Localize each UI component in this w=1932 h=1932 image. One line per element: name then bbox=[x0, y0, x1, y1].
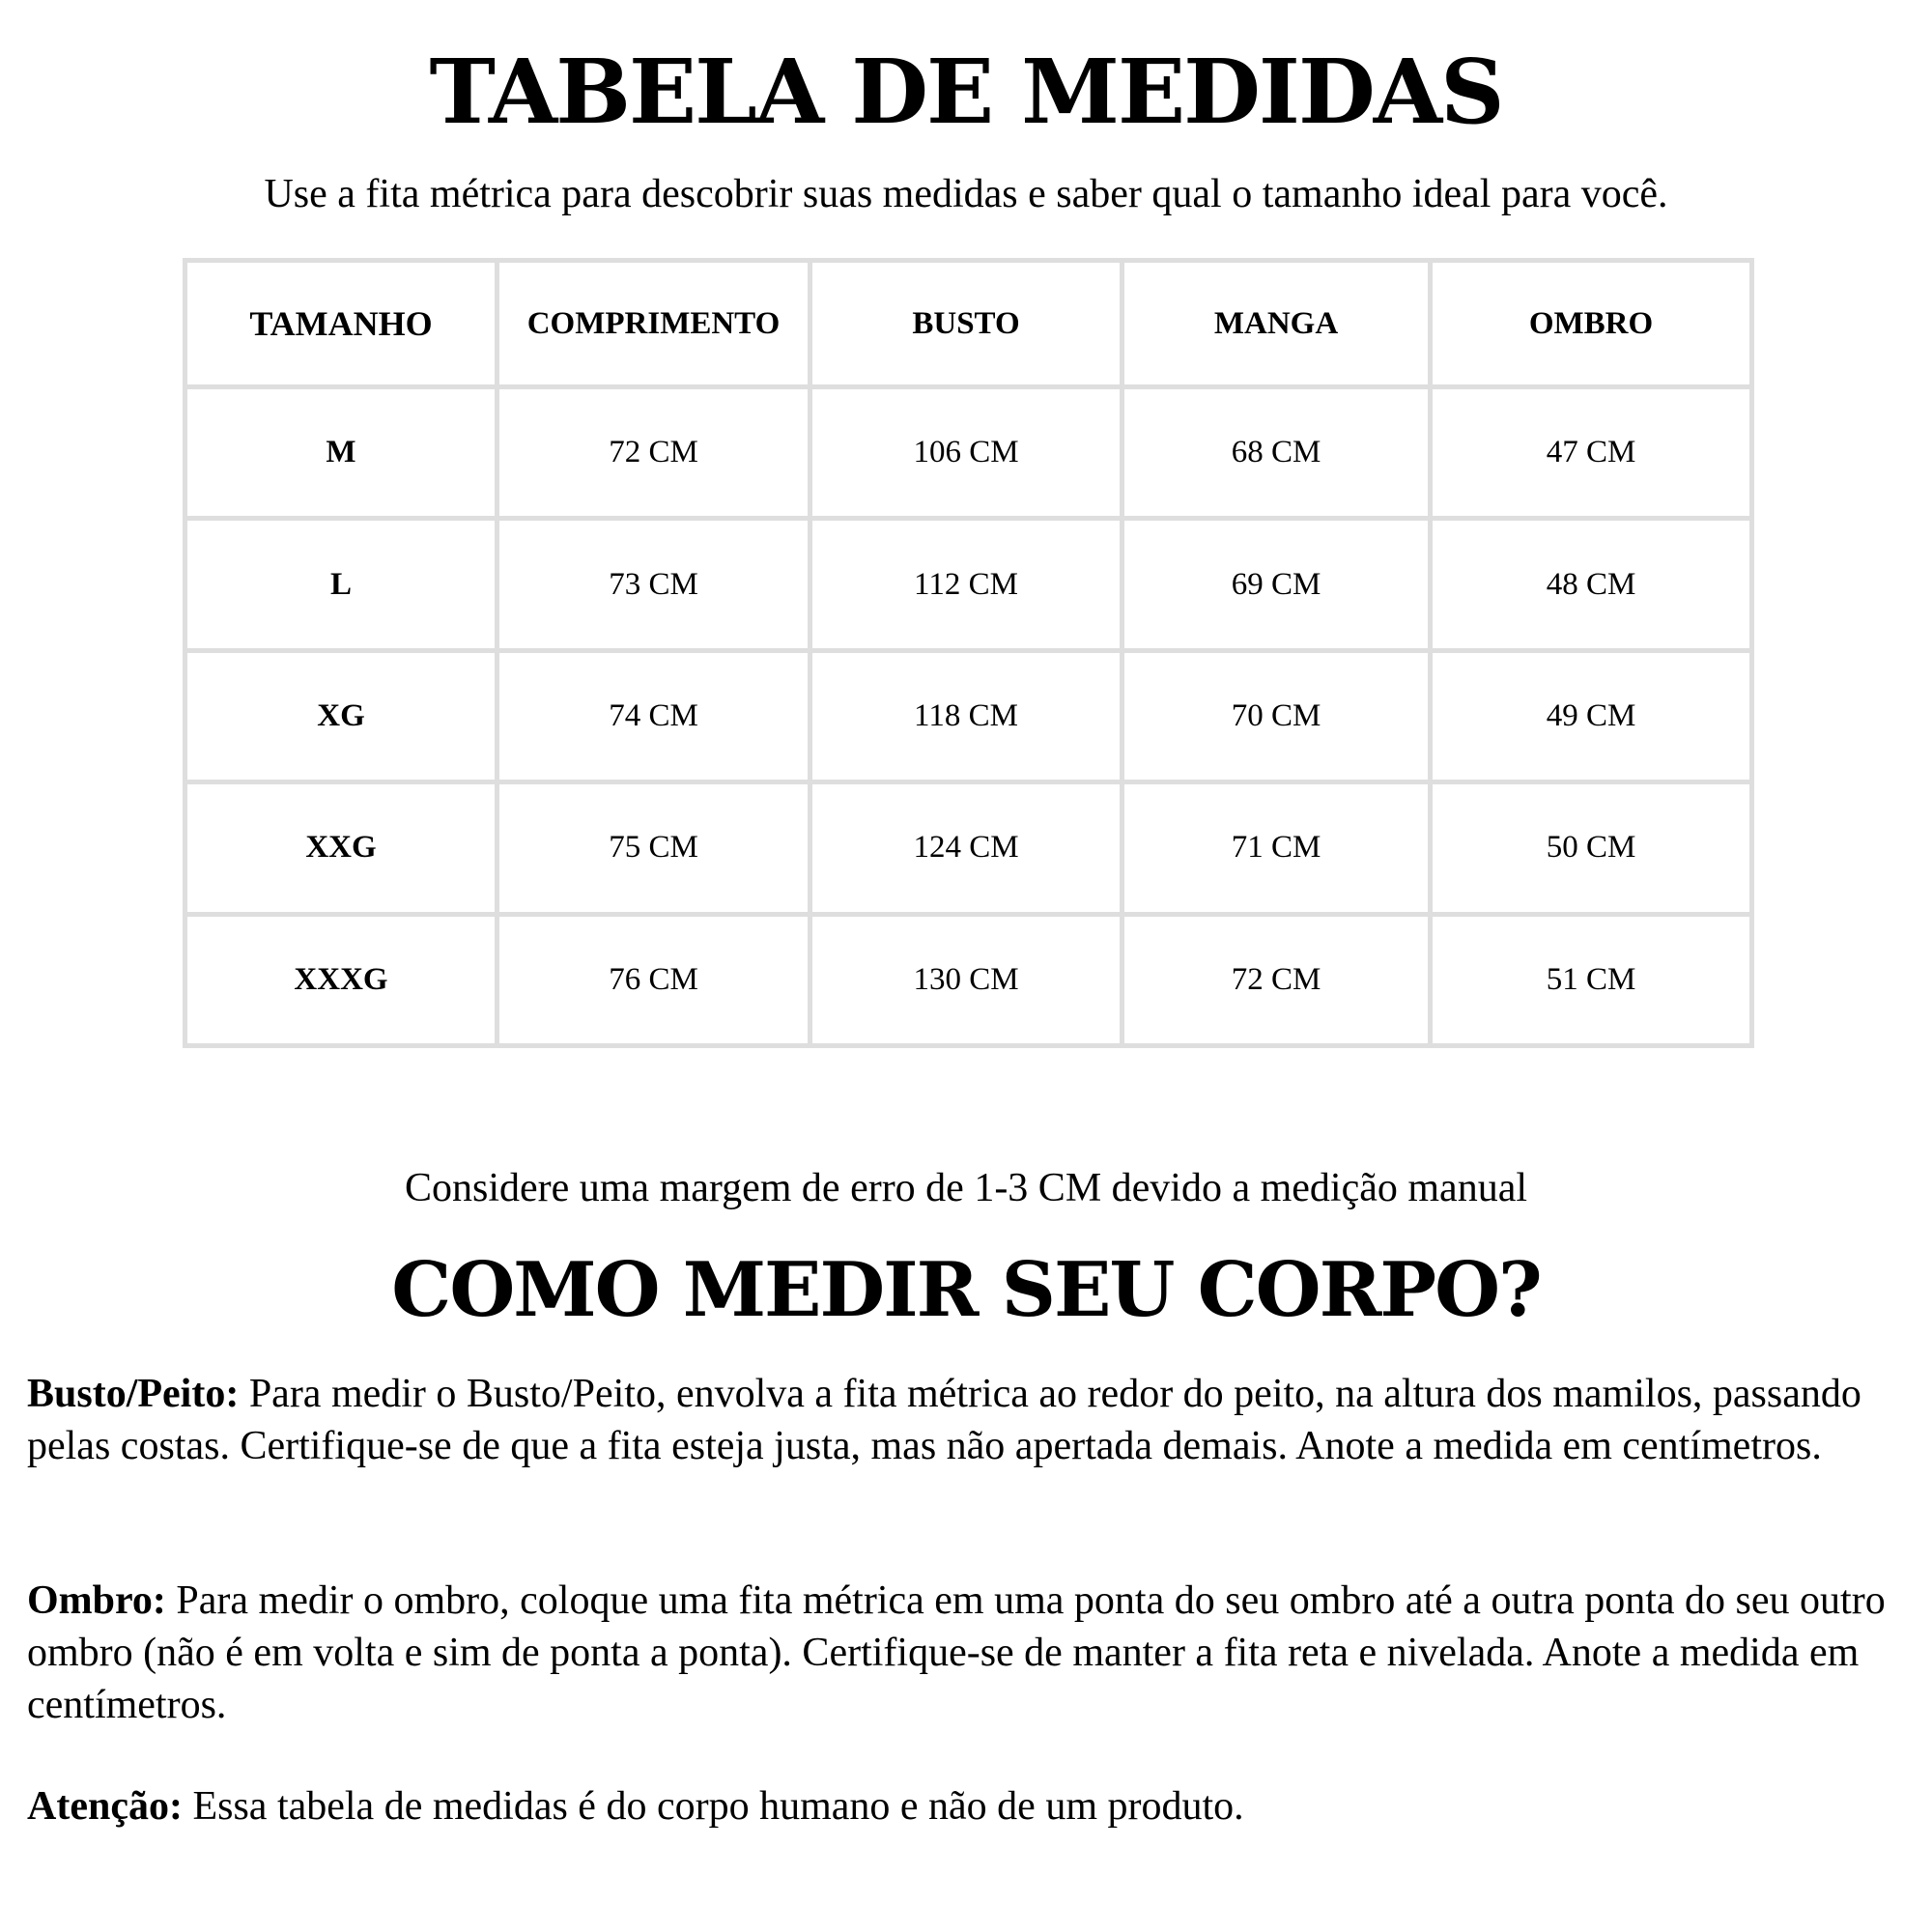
instruction-text: Essa tabela de medidas é do corpo humano e não de um produto. bbox=[182, 1784, 1244, 1829]
ombro-cell: 49 CM bbox=[1431, 650, 1752, 781]
ombro-cell: 48 CM bbox=[1431, 519, 1752, 650]
page-title: TABELA DE MEDIDAS bbox=[429, 40, 1503, 144]
table-row bbox=[185, 519, 1752, 650]
header-manga: MANGA bbox=[1122, 261, 1431, 387]
header-tamanho: TAMANHO bbox=[185, 261, 497, 387]
busto-cell: 106 CM bbox=[810, 387, 1122, 519]
busto-cell: 112 CM bbox=[810, 519, 1122, 650]
manga-cell: 71 CM bbox=[1122, 782, 1431, 914]
instruction-text: Para medir o ombro, coloque uma fita métrica em uma ponta do seu ombro até a outra ponta do seu outro ombro (não é em volta e sim de ponta a ponta). Certifique-se de manter a fita reta e nivelada. Anote a medida em centímetros. bbox=[27, 1578, 1886, 1727]
size-cell: XG bbox=[185, 650, 497, 781]
manga-cell: 72 CM bbox=[1122, 914, 1431, 1045]
size-cell: XXXG bbox=[185, 914, 497, 1045]
instruction-label: Busto/Peito: bbox=[27, 1372, 240, 1416]
manga-cell: 70 CM bbox=[1122, 650, 1431, 781]
header-busto: BUSTO bbox=[810, 261, 1122, 387]
table-row bbox=[185, 387, 1752, 519]
busto-cell: 130 CM bbox=[810, 914, 1122, 1045]
size-table bbox=[183, 258, 1754, 1048]
size-cell: L bbox=[185, 519, 497, 650]
header-comprimento: COMPRIMENTO bbox=[497, 261, 810, 387]
busto-cell: 118 CM bbox=[810, 650, 1122, 781]
size-cell: XXG bbox=[185, 782, 497, 914]
comprimento-cell: 74 CM bbox=[497, 650, 810, 781]
instruction-label: Ombro: bbox=[27, 1578, 166, 1623]
page-subtitle: Use a fita métrica para descobrir suas medidas e saber qual o tamanho ideal para você. bbox=[264, 172, 1668, 216]
size-cell: M bbox=[185, 387, 497, 519]
table-row bbox=[185, 650, 1752, 781]
comprimento-cell: 73 CM bbox=[497, 519, 810, 650]
ombro-cell: 50 CM bbox=[1431, 782, 1752, 914]
comprimento-cell: 76 CM bbox=[497, 914, 810, 1045]
manga-cell: 69 CM bbox=[1122, 519, 1431, 650]
instruction-atencao bbox=[27, 1780, 1911, 1833]
table-row bbox=[185, 782, 1752, 914]
instruction-text: Para medir o Busto/Peito, envolva a fita métrica ao redor do peito, na altura dos mamilos, passando pelas costas. Certifique-se de que a fita esteja justa, mas não apertada demais. Anote a medida em centímetros. bbox=[27, 1372, 1861, 1468]
table-row bbox=[185, 914, 1752, 1045]
comprimento-cell: 75 CM bbox=[497, 782, 810, 914]
busto-cell: 124 CM bbox=[810, 782, 1122, 914]
how-to-measure-heading: COMO MEDIR SEU CORPO? bbox=[391, 1246, 1541, 1334]
margin-of-error-note: Considere uma margem de erro de 1-3 CM devido a medição manual bbox=[404, 1166, 1528, 1210]
instruction-ombro bbox=[27, 1575, 1911, 1731]
header-ombro: OMBRO bbox=[1431, 261, 1752, 387]
table-header-row bbox=[185, 261, 1752, 387]
ombro-cell: 47 CM bbox=[1431, 387, 1752, 519]
comprimento-cell: 72 CM bbox=[497, 387, 810, 519]
ombro-cell: 51 CM bbox=[1431, 914, 1752, 1045]
instruction-label: Atenção: bbox=[27, 1784, 183, 1829]
manga-cell: 68 CM bbox=[1122, 387, 1431, 519]
instruction-busto-peito bbox=[27, 1368, 1911, 1472]
